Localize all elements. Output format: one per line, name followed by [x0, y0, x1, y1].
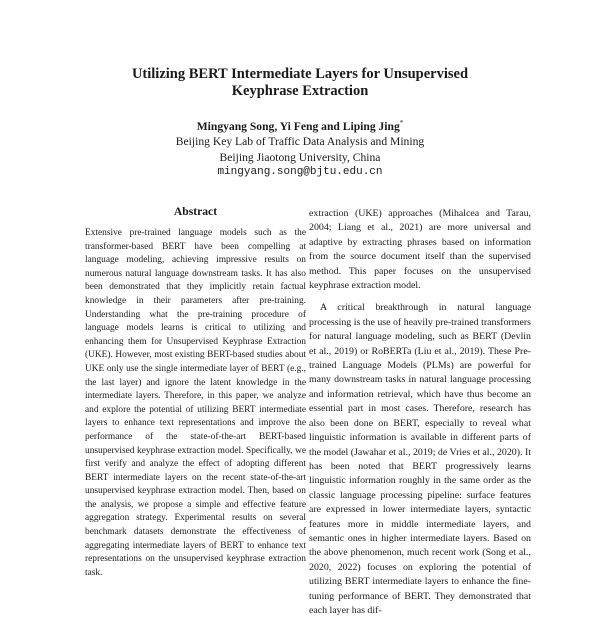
- body-paragraph-1: extraction (UKE) approaches (Mihalcea and Tarau, 2004; Liang et al., 2021) are more universal and adaptive by extracting phrases based on information from the source document itself than the supervised method. This paper focuses on the unsupervised keyphrase extraction model.: [309, 208, 531, 292]
- title-line-2: Keyphrase Extraction: [231, 83, 369, 99]
- author-block: [0, 116, 600, 181]
- paper-title: [0, 66, 600, 100]
- author-footnote-mark: *: [399, 119, 404, 127]
- affiliation-line-1: Beijing Key Lab of Traffic Data Analysis and Mining: [175, 135, 425, 149]
- abstract-text: Extensive pre-trained language models such as the transformer-based BERT have been compelling at language modeling, achieving impressive results on numerous natural language downstream tasks. It has also been demonstrated that they implicitly retain factual knowledge in their parameters after pre-training. Understanding what the pre-training procedure of language models learns is critical to utilizing and enhancing them for Unsupervised Keyphrase Extraction (UKE). However, most existing BERT-based studies about UKE only use the single intermediate layer of BERT (e.g., the last layer) and ignore the latent knowledge in the intermediate layers. Therefore, in this paper, we analyze and explore the potential of utilizing BERT intermediate layers to enhance text representations and improve the performance of the state-of-the-art BERT-based unsupervised keyphrase extraction model. Specifically, we first verify and analyze the effect of adopting different BERT intermediate layers on the recent state-of-the-art unsupervised keyphrase extraction model. Then, based on the analysis, we propose a simple and effective feature aggregation strategy. Experimental results on several benchmark datasets demonstrate the effectiveness of aggregating intermediate layers of BERT to enhance text representations on the unsupervised keyphrase extraction task.: [85, 228, 306, 578]
- body-column-right: [309, 207, 531, 618]
- author-names: Mingyang Song, Yi Feng and Liping Jing*: [196, 119, 404, 133]
- abstract-heading: Abstract: [173, 205, 218, 218]
- title-line-1: Utilizing BERT Intermediate Layers for Unsupervised: [131, 66, 469, 82]
- body-paragraph-2: A critical breakthrough in natural language processing is the use of heavily pre-trained transformers for natural language modeling, such as BERT (Devlin et al., 2019) or RoBERTa (Liu et al., 2019). These Pre-trained Language Models (PLMs) are powerful for many downstream tasks in natural language processing and information retrieval, which have thus become an essential part in most cases. Therefore, research has also been done on BERT, especially to reveal what linguistic information is available in different parts of the model (Jawahar et al., 2019; de Vries et al., 2020). It has been noted that BERT progressively learns linguistic information roughly in the same order as the classic language processing pipeline: surface features are expressed in lower intermediate layers, syntactic features more in middle intermediate layers, and semantic ones in higher intermediate layers. Based on the above phenomenon, much recent work (Song et al., 2020, 2022) focuses on exploring the potential of utilizing BERT intermediate layers to enhance the fine-tuning performance of BERT. They demonstrated that each layer has dif-: [309, 302, 531, 616]
- author-email: mingyang.song@bjtu.edu.cn: [217, 166, 383, 179]
- affiliation-line-2: Beijing Jiaotong University, China: [219, 150, 381, 164]
